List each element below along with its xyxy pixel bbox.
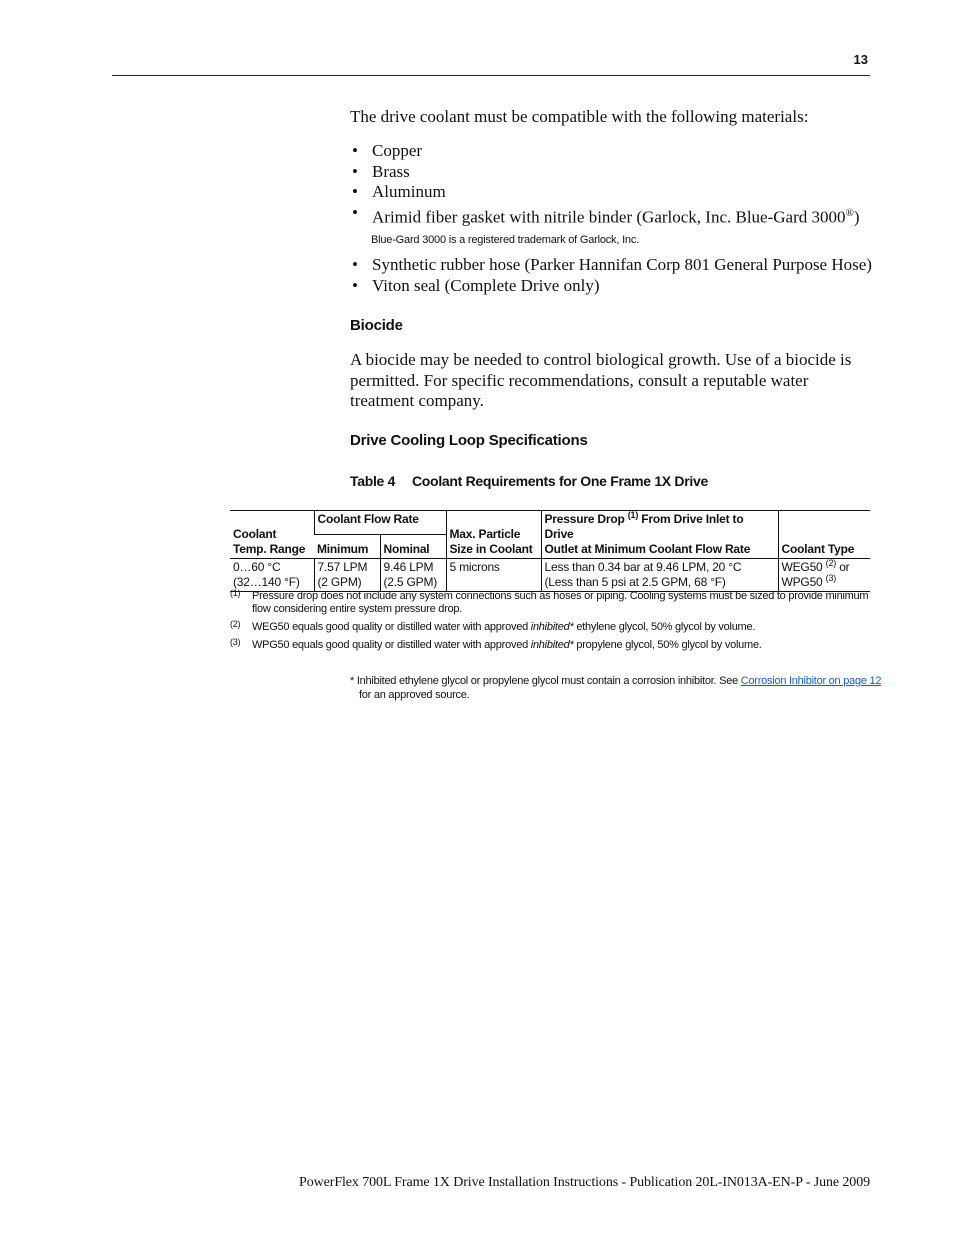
intro-paragraph: The drive coolant must be compatible with the following materials: <box>350 107 809 126</box>
footnote-text: Pressure drop does not include any system connections such as hoses or piping. Cooling systems must be sized to provide minimum flow considering entire system pressure drop. <box>252 590 869 615</box>
footnote-mark: (2) <box>230 619 241 629</box>
cell-temp-range <box>230 559 314 592</box>
gasket-close: ) <box>853 207 860 227</box>
header-temp-line2: Temp. Range <box>233 542 306 556</box>
table-caption-number: Table 4 <box>350 473 396 489</box>
table-caption <box>350 473 708 489</box>
header-flow-rate: Coolant Flow Rate <box>314 511 446 535</box>
footnote-emphasis: inhibited* <box>530 621 574 633</box>
header-particle-size <box>446 511 541 559</box>
footnote-3 <box>230 639 875 652</box>
footnote-mark: (3) <box>230 637 241 647</box>
cell-text: (2 GPM) <box>317 575 362 589</box>
cell-text: Less than 0.34 bar at 9.46 LPM, 20 °C <box>544 560 742 574</box>
footnote-mark: (1) <box>230 588 241 598</box>
cell-text: 7.57 LPM <box>317 560 368 574</box>
inhibitor-note-tail: for an approved source. <box>359 689 470 701</box>
list-item: • Viton seal (Complete Drive only) <box>350 276 890 297</box>
footnote-2 <box>230 621 875 634</box>
cell-text: WPG50 <box>781 575 826 589</box>
footnote-ref: (3) <box>825 573 837 583</box>
table-footnotes <box>230 590 875 657</box>
cell-text: (32…140 °F) <box>233 575 300 589</box>
list-item: • Synthetic rubber hose (Parker Hannifan Corp 801 General Purpose Hose) <box>350 255 890 276</box>
footnote-text: propylene glycol, 50% glycol by volume. <box>573 639 762 651</box>
cell-text: (2.5 GPM) <box>383 575 438 589</box>
header-pressure-a: Pressure Drop <box>544 512 628 526</box>
cell-flow-minimum <box>314 559 380 592</box>
header-temp-line1: Coolant <box>233 527 277 541</box>
biocide-heading: Biocide <box>350 317 403 334</box>
footnote-emphasis: inhibited* <box>530 639 574 651</box>
footnote-ref: (1) <box>627 510 639 520</box>
table-row <box>230 559 870 592</box>
header-pressure-line2: Outlet at Minimum Coolant Flow Rate <box>544 542 751 556</box>
cell-flow-nominal <box>380 559 446 592</box>
inhibitor-note-text: * Inhibited ethylene glycol or propylene glycol must contain a corrosion inhibitor. See <box>350 675 741 687</box>
header-rule <box>112 75 870 76</box>
cell-particle-size: 5 microns <box>446 559 541 592</box>
header-pressure-drop <box>541 511 778 559</box>
footnote-text: WEG50 equals good quality or distilled water with approved <box>252 621 531 633</box>
header-temp-range <box>230 511 314 559</box>
cell-coolant-type <box>778 559 870 592</box>
header-particle-line1: Max. Particle <box>449 527 521 541</box>
cell-text: 9.46 LPM <box>383 560 434 574</box>
footnote-text: ethylene glycol, 50% glycol by volume. <box>573 621 756 633</box>
header-flow-minimum: Minimum <box>314 535 380 559</box>
header-particle-line2: Size in Coolant <box>449 542 533 556</box>
header-pressure-b: From Drive Inlet to Drive <box>544 512 744 541</box>
cooling-loop-heading: Drive Cooling Loop Specifications <box>350 432 588 449</box>
header-flow-nominal: Nominal <box>380 535 446 559</box>
cell-text: or <box>836 560 850 574</box>
cell-text: 0…60 °C <box>233 560 281 574</box>
page-footer: PowerFlex 700L Frame 1X Drive Installation Instructions - Publication 20L-IN013A-EN-P - June 2009 <box>299 1175 870 1190</box>
list-item: • Brass <box>350 162 890 183</box>
footnote-1 <box>230 590 875 616</box>
list-item-gasket <box>350 203 890 228</box>
materials-list <box>350 141 890 228</box>
footnote-ref: (2) <box>825 558 837 568</box>
cell-text: (Less than 5 psi at 2.5 GPM, 68 °F) <box>544 575 726 589</box>
coolant-requirements-table <box>230 510 870 592</box>
cell-text: WEG50 <box>781 560 826 574</box>
list-item: • Copper <box>350 141 890 162</box>
corrosion-inhibitor-link[interactable]: Corrosion Inhibitor on page 12 <box>740 675 882 687</box>
footnote-text: WPG50 equals good quality or distilled water with approved <box>252 639 531 651</box>
header-coolant-type: Coolant Type <box>778 511 870 559</box>
table-caption-title: Coolant Requirements for One Frame 1X Drive <box>412 473 708 489</box>
list-item: • Aluminum <box>350 182 890 203</box>
inhibitor-note <box>350 674 884 702</box>
trademark-note: Blue-Gard 3000 is a registered trademark of Garlock, Inc. <box>371 234 640 246</box>
biocide-paragraph: A biocide may be needed to control biological growth. Use of a biocide is permitted. For specific recommendations, consult a reputable water treatment company. <box>350 350 852 410</box>
registered-mark: ® <box>845 206 854 219</box>
gasket-text: Arimid fiber gasket with nitrile binder (Garlock, Inc. Blue-Gard 3000 <box>372 207 846 227</box>
cell-pressure-drop <box>541 559 778 592</box>
materials-list-continued <box>350 255 890 296</box>
page-number: 13 <box>853 52 868 67</box>
